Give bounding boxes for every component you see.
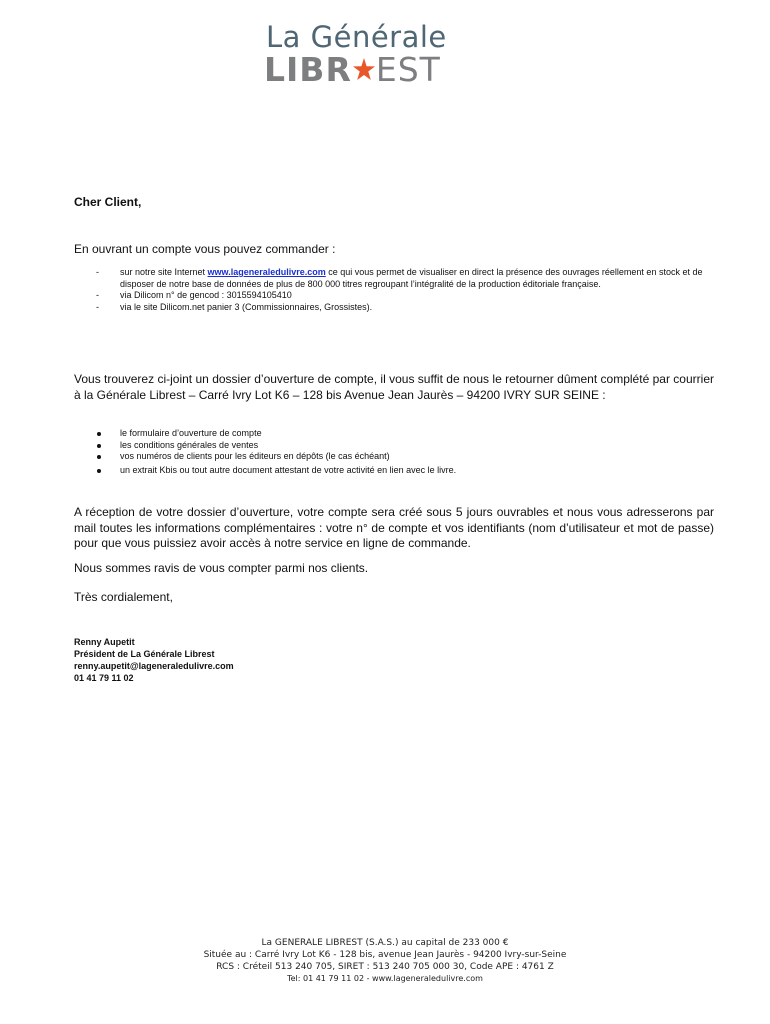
website-link[interactable]: www.lageneraledulivre.com (207, 267, 326, 277)
list-item: les conditions générales de ventes (96, 440, 696, 452)
list-item: vos numéros de clients pour les éditeurs en dépôts (le cas échéant) (96, 451, 696, 463)
list-item: le formulaire d’ouverture de compte (96, 428, 696, 440)
signature-email: renny.aupetit@lageneraledulivre.com (74, 661, 234, 671)
intro-text: En ouvrant un compte vous pouvez commander : (74, 242, 336, 256)
logo-line-2 (264, 50, 441, 89)
footer-line-3: RCS : Créteil 513 240 705, SIRET : 513 240 705 000 30, Code APE : 4761 Z (216, 962, 554, 972)
order-options-list (96, 267, 706, 313)
company-logo (262, 20, 482, 90)
closing-text: Très cordialement, (74, 590, 173, 604)
reception-paragraph: A réception de votre dossier d’ouverture, votre compte sera créé sous 5 jours ouvrables et nous vous adresserons par mail toutes les informations complémentaires : votre n° de compte et vos identifiants (nom d’utilisateur et mot de passe) pour que vous puissiez avoir accès à notre service en ligne de commande. (74, 505, 714, 550)
signature-title: Président de La Générale Librest (74, 649, 215, 659)
ravis-text: Nous sommes ravis de vous compter parmi nos clients. (74, 561, 369, 575)
documents-list (96, 428, 696, 476)
footer-line-1: La GENERALE LIBREST (S.A.S.) au capital de 233 000 € (261, 938, 509, 948)
footer-line-2: Située au : Carré Ivry Lot K6 - 128 bis, avenue Jean Jaurès - 94200 Ivry-sur-Seine (203, 950, 567, 960)
list-item: - via le site Dilicom.net panier 3 (Commissionnaires, Grossistes). (96, 301, 373, 312)
page-footer (0, 937, 770, 985)
star-icon (352, 57, 376, 83)
greeting: Cher Client, (74, 195, 142, 209)
signature-phone: 01 41 79 11 02 (74, 673, 134, 683)
dossier-paragraph: Vous trouverez ci-joint un dossier d’ouverture de compte, il vous suffit de nous le retourner dûment complété par courrier à la Générale Librest – Carré Ivry Lot K6 – 128 bis Avenue Jean Jaurès – 94200 IVRY SUR SEINE : (74, 372, 714, 402)
list-item: - via Dilicom n° de gencod : 3015594105410 (96, 290, 292, 300)
signature-block (74, 636, 234, 684)
list-item: un extrait Kbis ou tout autre document attestant de votre activité en lien avec le livre. (96, 465, 696, 477)
footer-line-4: Tel: 01 41 79 11 02 - www.lageneraledulivre.com (287, 974, 483, 983)
logo-line-1: La Générale (266, 20, 447, 54)
list-item: - sur notre site Internet www.lageneraledulivre.com ce qui vous permet de visualiser en direct la présence des ouvrages réellement en stock et de disposer de notre base de données de plus de 800 000 titres regroupant l’intégralité de la production éditoriale française. (96, 267, 703, 289)
logo-libr: LIBR (264, 50, 352, 89)
signature-name: Renny Aupetit (74, 637, 135, 647)
logo-est: EST (375, 50, 441, 89)
